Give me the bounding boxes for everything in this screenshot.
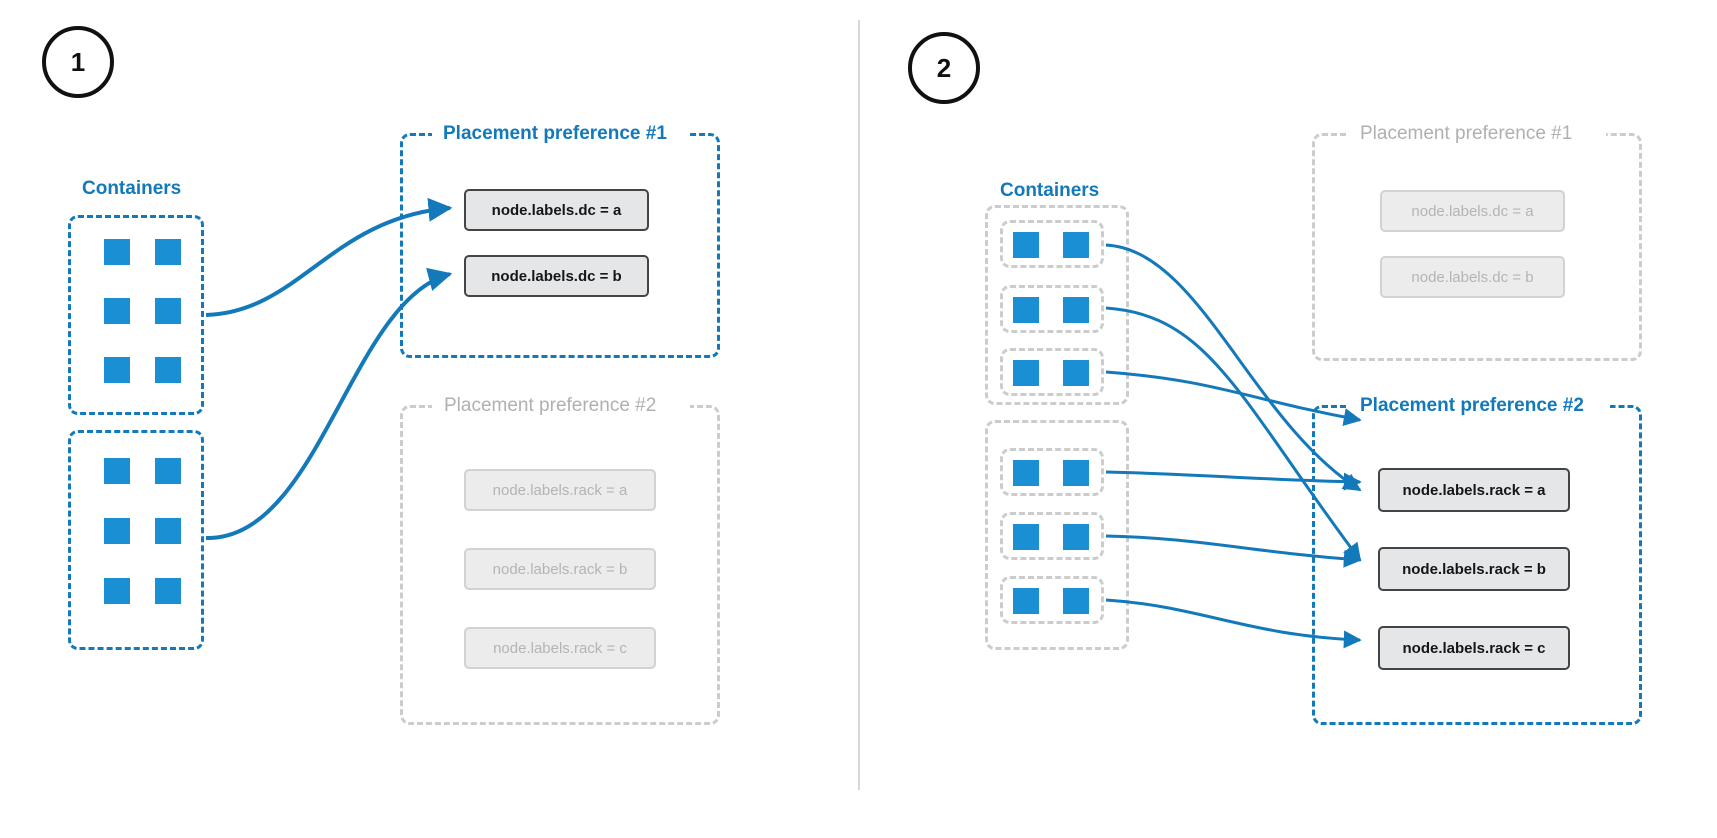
container-square xyxy=(1063,588,1089,614)
container-square xyxy=(104,357,130,383)
container-square xyxy=(1063,232,1089,258)
container-square xyxy=(155,357,181,383)
placement-preference-2-title: Placement preference #2 xyxy=(444,395,657,416)
placement-preference-1-panel xyxy=(1312,133,1642,361)
container-square xyxy=(1013,297,1039,323)
container-square xyxy=(155,578,181,604)
container-square xyxy=(1063,524,1089,550)
container-square xyxy=(104,518,130,544)
label-chip: node.labels.rack = c xyxy=(464,627,656,669)
containers-title-2: Containers xyxy=(1000,180,1100,201)
label-chip: node.labels.dc = b xyxy=(464,255,649,297)
placement-preference-1-title: Placement preference #1 xyxy=(1360,123,1573,144)
label-chip: node.labels.rack = c xyxy=(1378,626,1570,670)
label-chip: node.labels.rack = b xyxy=(1378,547,1570,591)
container-square xyxy=(155,458,181,484)
panel-divider xyxy=(858,20,860,790)
container-square xyxy=(104,578,130,604)
placement-preference-1-title: Placement preference #1 xyxy=(443,123,667,144)
label-chip: node.labels.rack = b xyxy=(464,548,656,590)
container-square xyxy=(1013,524,1039,550)
step-number: 1 xyxy=(70,46,86,77)
placement-preference-2-title: Placement preference #2 xyxy=(1360,395,1584,416)
container-square xyxy=(104,239,130,265)
label-chip: node.labels.rack = a xyxy=(464,469,656,511)
container-square xyxy=(1013,460,1039,486)
label-chip: node.labels.dc = b xyxy=(1380,256,1565,298)
placement-preference-1-panel xyxy=(400,133,720,358)
container-square xyxy=(155,298,181,324)
container-square xyxy=(1063,297,1089,323)
step-number: 2 xyxy=(936,52,952,83)
container-group xyxy=(68,430,204,650)
container-square xyxy=(1013,588,1039,614)
label-chip: node.labels.rack = a xyxy=(1378,468,1570,512)
container-square xyxy=(1063,460,1089,486)
step-badge-1 xyxy=(42,26,114,98)
container-square xyxy=(104,458,130,484)
container-square xyxy=(1063,360,1089,386)
label-chip: node.labels.dc = a xyxy=(464,189,649,231)
container-square xyxy=(1013,232,1039,258)
containers-title-1: Containers xyxy=(82,178,182,199)
container-square xyxy=(155,518,181,544)
container-square xyxy=(1013,360,1039,386)
label-chip: node.labels.dc = a xyxy=(1380,190,1565,232)
container-square xyxy=(155,239,181,265)
container-group xyxy=(68,215,204,415)
step-badge-2 xyxy=(908,32,980,104)
container-square xyxy=(104,298,130,324)
